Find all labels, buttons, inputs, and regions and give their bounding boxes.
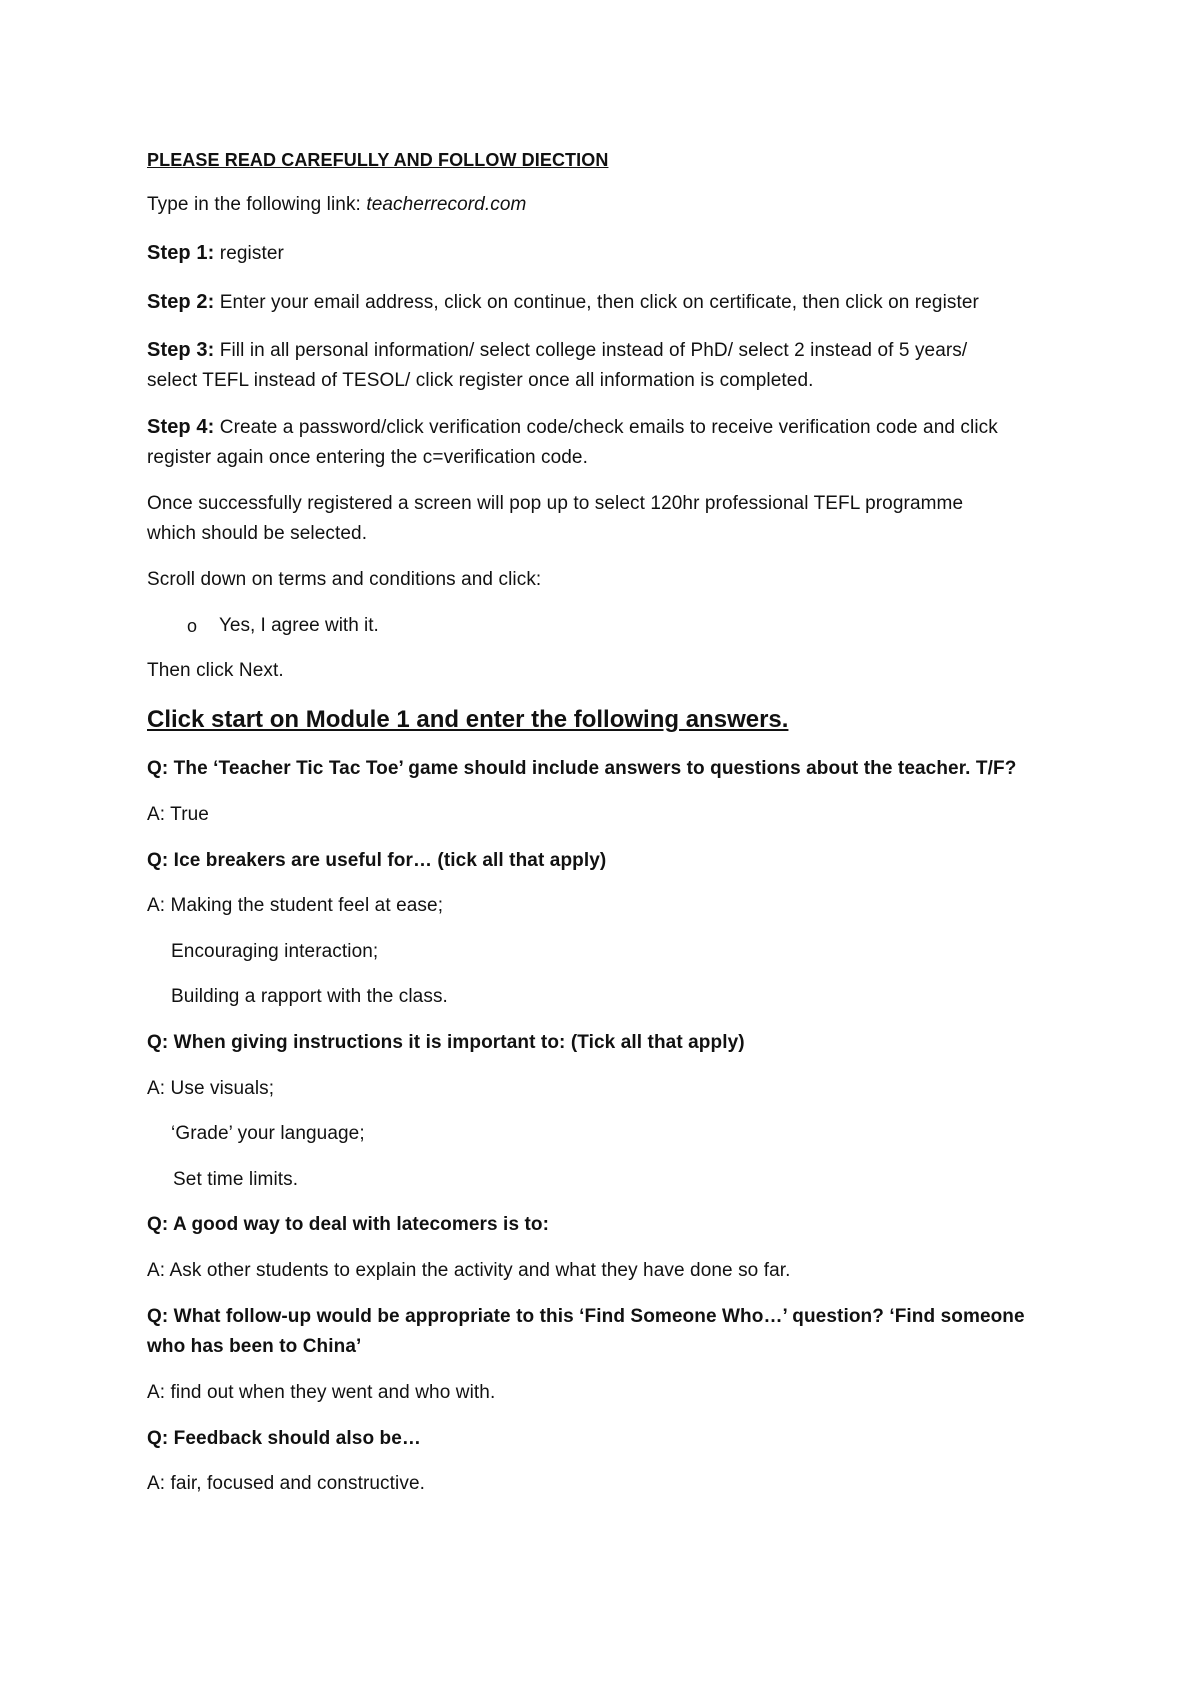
teacherrecord-link[interactable]: teacherrecord.com xyxy=(366,194,527,215)
scroll-instruction: Scroll down on terms and conditions and click: xyxy=(147,569,542,590)
step-1 xyxy=(147,241,284,266)
question-1: Q: The ‘Teacher Tic Tac Toe’ game should include answers to questions about the teacher. T/F? xyxy=(147,758,1017,779)
question-3: Q: When giving instructions it is important to: (Tick all that apply) xyxy=(147,1032,745,1053)
answer-3-line-1: A: Use visuals; xyxy=(147,1078,275,1099)
step-4-label: Step 4: xyxy=(147,416,215,438)
step-1-text: register xyxy=(214,243,284,264)
answer-5: A: find out when they went and who with. xyxy=(147,1382,496,1403)
link-prefix: Type in the following link: xyxy=(147,194,367,215)
answer-6: A: fair, focused and constructive. xyxy=(147,1473,425,1494)
step-2-text: Enter your email address, click on continue, then click on certificate, then click on register xyxy=(214,292,979,313)
then-next-instruction: Then click Next. xyxy=(147,660,284,681)
step-3-label: Step 3: xyxy=(147,339,215,361)
module-1-heading: Click start on Module 1 and enter the following answers. xyxy=(147,706,789,733)
step-2 xyxy=(147,290,979,315)
step-3-text-line-2: select TEFL instead of TESOL/ click register once all information is completed. xyxy=(147,370,814,391)
answer-3-line-3: Set time limits. xyxy=(173,1169,299,1190)
answer-2-line-3: Building a rapport with the class. xyxy=(171,986,448,1007)
question-5-line-2: who has been to China’ xyxy=(147,1336,362,1357)
step-4 xyxy=(147,415,998,440)
registered-para-line-1: Once successfully registered a screen will pop up to select 120hr professional TEFL programme xyxy=(147,493,964,514)
step-4-text-line-1: Create a password/click verification code/check emails to receive verification code and click xyxy=(214,417,998,438)
answer-4: A: Ask other students to explain the activity and what they have done so far. xyxy=(147,1260,791,1281)
answer-2-line-2: Encouraging interaction; xyxy=(171,941,379,962)
answer-2-line-1: A: Making the student feel at ease; xyxy=(147,895,444,916)
answer-3-line-2: ‘Grade’ your language; xyxy=(171,1123,365,1144)
answer-1: A: True xyxy=(147,804,209,825)
registered-para-line-2: which should be selected. xyxy=(147,523,368,544)
bullet-marker: o xyxy=(187,616,198,636)
step-2-label: Step 2: xyxy=(147,291,215,313)
question-4: Q: A good way to deal with latecomers is to: xyxy=(147,1214,550,1235)
step-1-label: Step 1: xyxy=(147,242,215,264)
step-3 xyxy=(147,338,967,363)
question-6: Q: Feedback should also be… xyxy=(147,1428,422,1449)
document-title: PLEASE READ CAREFULLY AND FOLLOW DIECTION xyxy=(147,150,609,170)
agree-option: Yes, I agree with it. xyxy=(219,615,379,636)
step-3-text-line-1: Fill in all personal information/ select college instead of PhD/ select 2 instead of 5 years/ xyxy=(214,340,968,361)
link-instruction xyxy=(147,193,526,217)
question-5-line-1: Q: What follow-up would be appropriate to this ‘Find Someone Who…’ question? ‘Find someone xyxy=(147,1306,1025,1327)
question-2: Q: Ice breakers are useful for… (tick all that apply) xyxy=(147,850,607,871)
step-4-text-line-2: register again once entering the c=verification code. xyxy=(147,447,588,468)
